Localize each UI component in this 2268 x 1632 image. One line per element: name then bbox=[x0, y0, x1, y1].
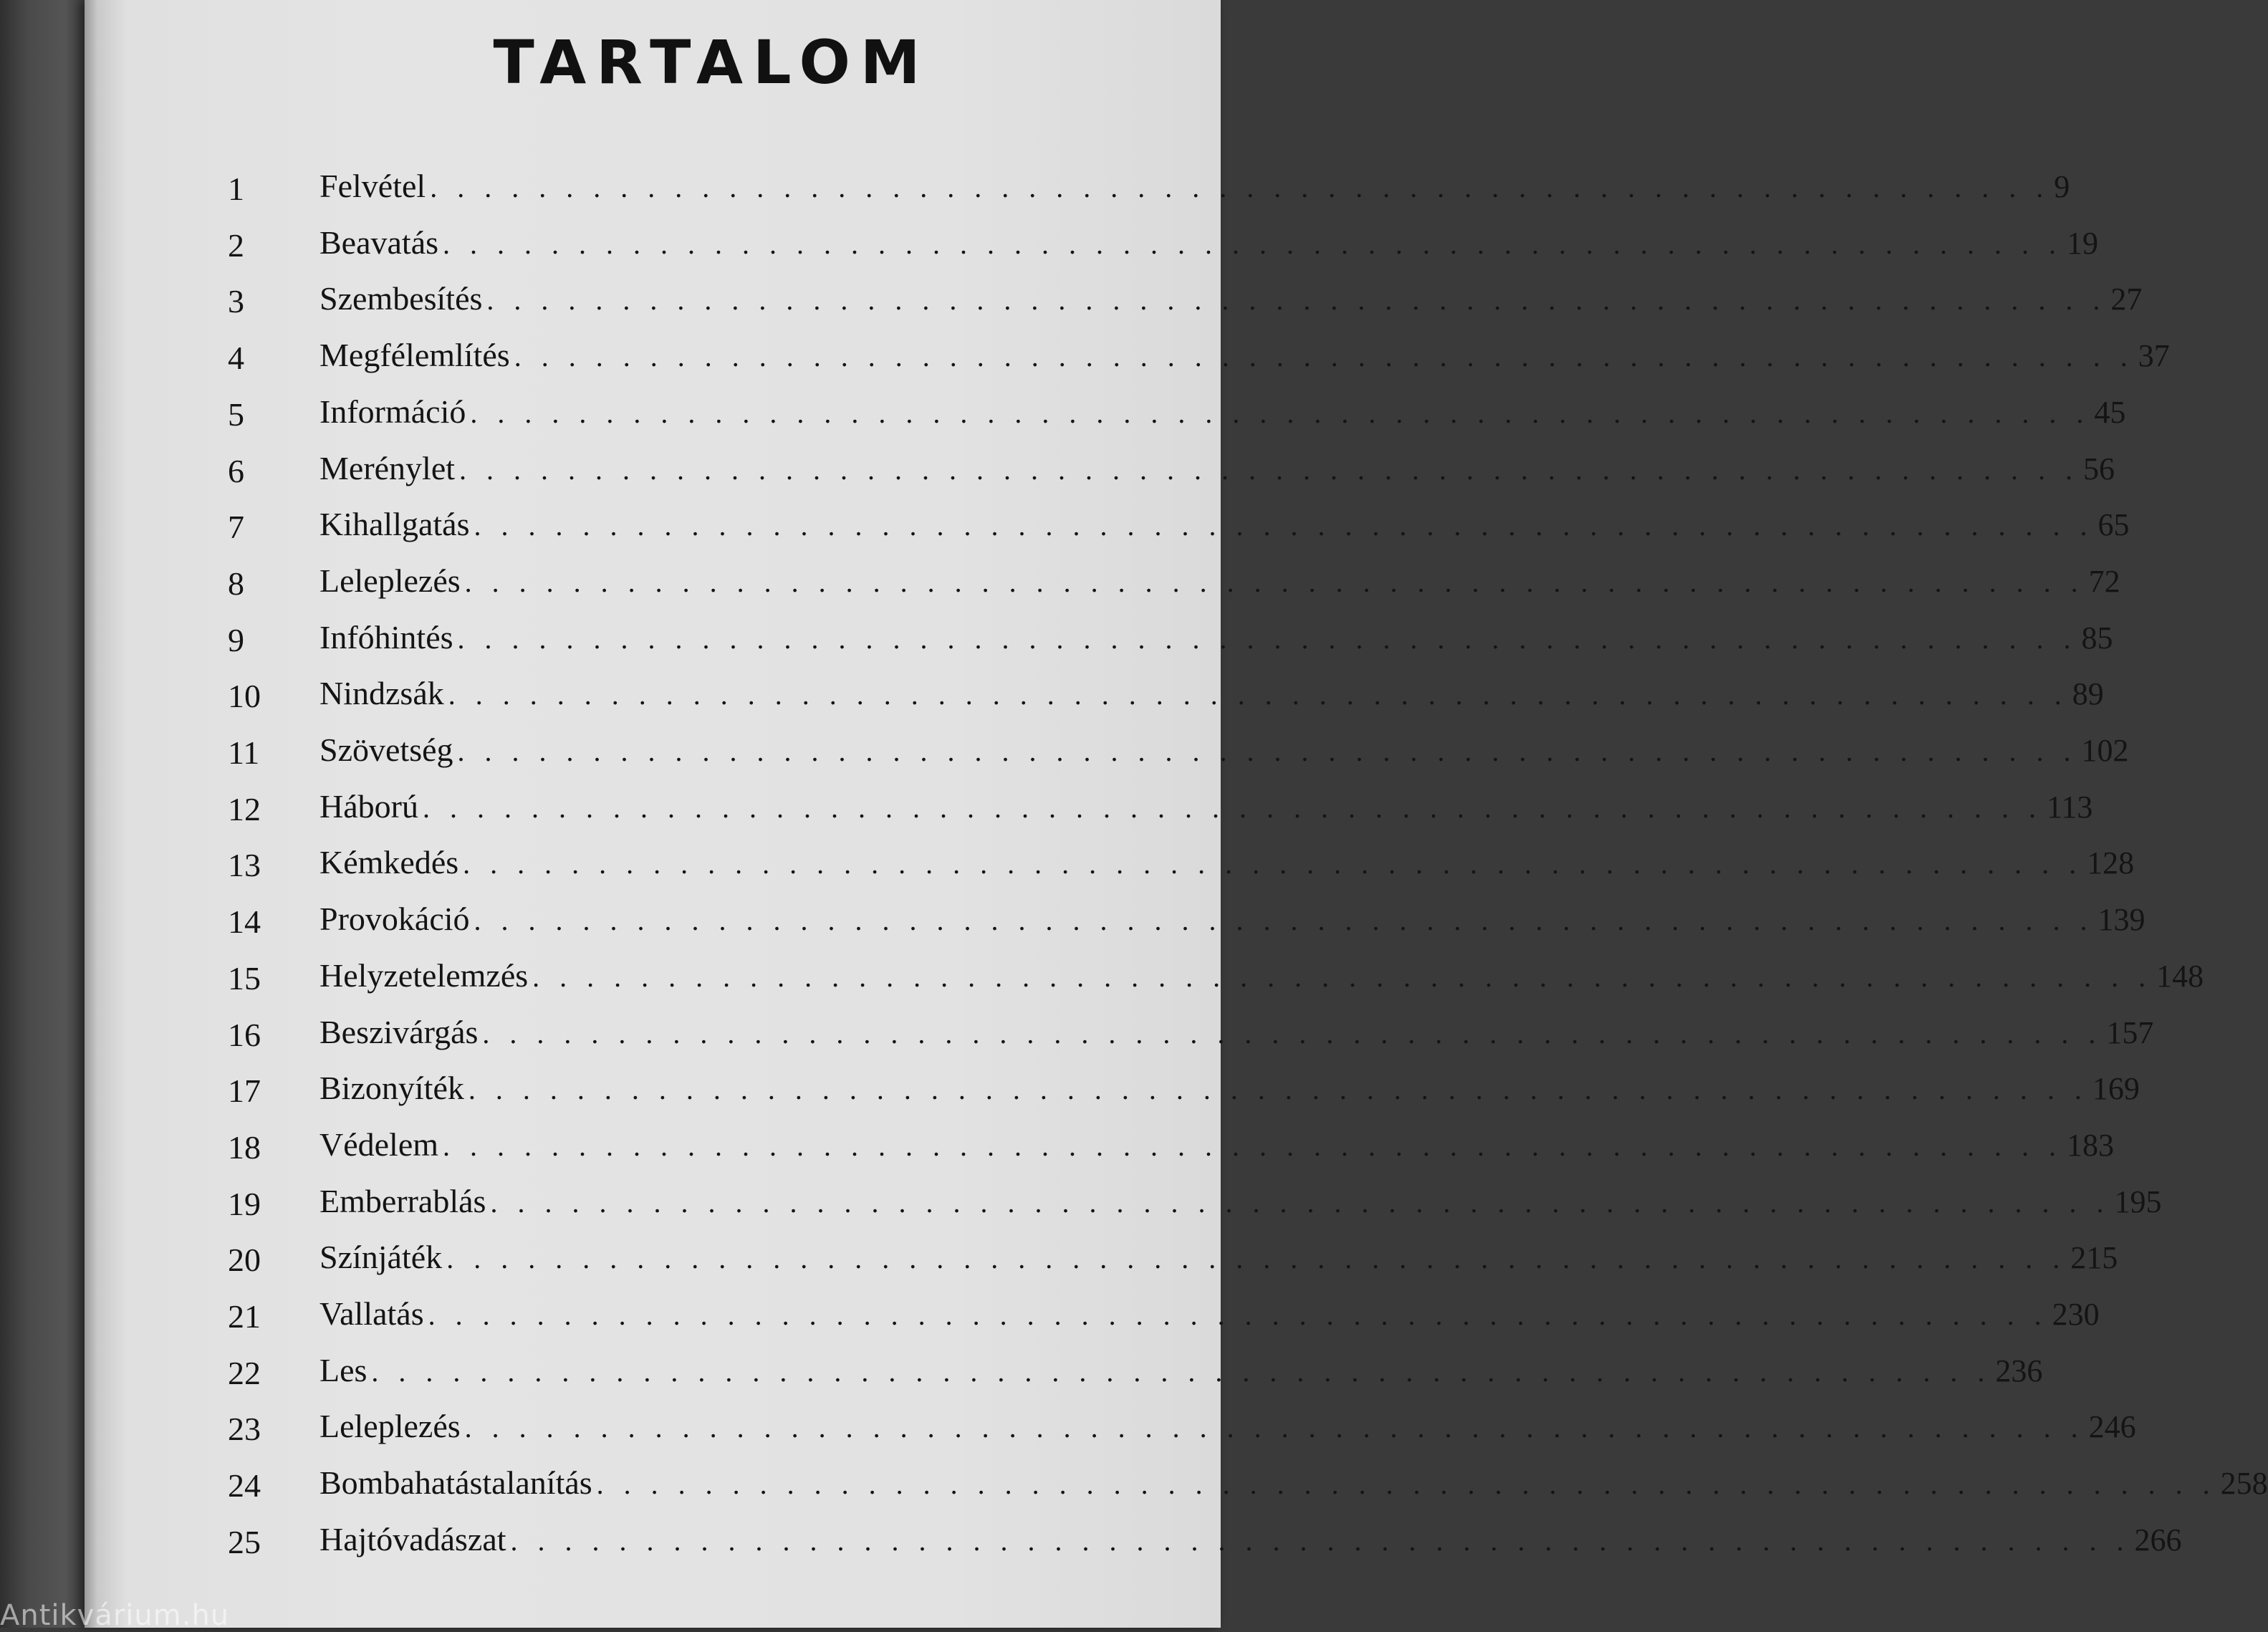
toc-entry bbox=[85, 1289, 2100, 1345]
book-page bbox=[85, 0, 2268, 1628]
chapter-number: 19 bbox=[228, 1185, 261, 1222]
chapter-title: Védelem bbox=[319, 1125, 439, 1163]
page-number: 85 bbox=[2081, 620, 2113, 656]
chapter-number: 14 bbox=[228, 903, 261, 941]
toc-entry-line bbox=[319, 161, 2070, 217]
chapter-number: 13 bbox=[228, 847, 261, 884]
toc-entry bbox=[85, 1007, 2154, 1063]
toc-entry bbox=[85, 1401, 2136, 1457]
toc-entry bbox=[85, 556, 2120, 612]
chapter-number: 15 bbox=[228, 959, 261, 997]
chapter-number: 16 bbox=[228, 1016, 261, 1053]
watermark-text: Antikvárium.hu bbox=[0, 1599, 230, 1632]
dot-leader: . . . . . . . . . . . . . . . . . . . . . . . . . . . . . . . . . . . . . . . . . . . . . . . . . . . . . . . . . . . . bbox=[474, 509, 2094, 542]
toc-entry bbox=[85, 1232, 2118, 1288]
page-number: 65 bbox=[2098, 507, 2130, 543]
toc-entry bbox=[85, 274, 2143, 330]
toc-entry bbox=[85, 668, 2104, 724]
toc-entry bbox=[85, 161, 2070, 217]
toc-entry-line bbox=[319, 894, 2146, 950]
dot-leader: . . . . . . . . . . . . . . . . . . . . . . . . . . . . . . . . . . . . . . . . . . . . . . . . . . . . . . . . . . . . bbox=[457, 735, 2077, 767]
page-number: 215 bbox=[2070, 1240, 2118, 1276]
chapter-number: 24 bbox=[228, 1467, 261, 1504]
toc-entry-line bbox=[319, 1289, 2100, 1345]
chapter-number: 9 bbox=[228, 621, 244, 658]
toc-entry-line bbox=[319, 668, 2104, 724]
chapter-number: 6 bbox=[228, 452, 244, 489]
page-number: 27 bbox=[2110, 282, 2143, 317]
dot-leader: . . . . . . . . . . . . . . . . . . . . . . . . . . . . . . . . . . . . . . . . . . . . . . . . . . . . . . . . . . . . bbox=[463, 848, 2083, 880]
chapter-number: 11 bbox=[228, 734, 260, 771]
dot-leader: . . . . . . . . . . . . . . . . . . . . . . . . . . . . . . . . . . . . . . . . . . . . . . . . . . . . . . . . . . . . bbox=[482, 1017, 2103, 1050]
page-number: 19 bbox=[2067, 225, 2099, 261]
chapter-title: Leleplezés bbox=[319, 1408, 461, 1445]
dot-leader: . . . . . . . . . . . . . . . . . . . . . . . . . . . . . . . . . . . . . . . . . . . . . . . . . . . . . . . . . . . . bbox=[510, 1524, 2130, 1557]
chapter-number: 17 bbox=[228, 1072, 261, 1110]
toc-entry bbox=[85, 725, 2129, 781]
chapter-number: 18 bbox=[228, 1128, 261, 1166]
page-number: 183 bbox=[2067, 1127, 2115, 1163]
toc-entry-line bbox=[319, 1176, 2162, 1232]
page-number: 236 bbox=[1995, 1353, 2043, 1388]
chapter-title: Vallatás bbox=[319, 1295, 424, 1332]
toc-entry bbox=[85, 613, 2113, 668]
page-number: 148 bbox=[2156, 958, 2204, 994]
chapter-title: Szövetség bbox=[319, 731, 453, 768]
page-number: 195 bbox=[2114, 1184, 2162, 1219]
toc-entry bbox=[85, 330, 2170, 386]
toc-entry bbox=[85, 837, 2135, 893]
chapter-title: Merénylet bbox=[319, 449, 456, 486]
chapter-number: 7 bbox=[228, 509, 244, 546]
page-number: 89 bbox=[2072, 676, 2104, 712]
chapter-number: 3 bbox=[228, 283, 244, 320]
dot-leader: . . . . . . . . . . . . . . . . . . . . . . . . . . . . . . . . . . . . . . . . . . . . . . . . . . . . . . . . . . . . bbox=[464, 565, 2085, 598]
page-number: 258 bbox=[2220, 1466, 2268, 1502]
dot-leader: . . . . . . . . . . . . . . . . . . . . . . . . . . . . . . . . . . . . . . . . . . . . . . . . . . . . . . . . . . . . bbox=[371, 1355, 1991, 1388]
chapter-title: Infóhintés bbox=[319, 618, 453, 656]
chapter-number: 10 bbox=[228, 678, 261, 715]
page-number: 139 bbox=[2098, 902, 2146, 938]
dot-leader: . . . . . . . . . . . . . . . . . . . . . . . . . . . . . . . . . . . . . . . . . . . . . . . . . . . . . . . . . . . . bbox=[468, 1073, 2088, 1106]
chapter-title: Kihallgatás bbox=[319, 506, 470, 543]
toc-entry bbox=[85, 1515, 2182, 1570]
toc-entry-line bbox=[319, 1232, 2118, 1288]
toc-entry-line bbox=[319, 837, 2135, 893]
page-title: TARTALOM bbox=[493, 27, 931, 97]
chapter-number: 2 bbox=[228, 226, 244, 264]
page-number: 37 bbox=[2138, 338, 2170, 374]
dot-leader: . . . . . . . . . . . . . . . . . . . . . . . . . . . . . . . . . . . . . . . . . . . . . . . . . . . . . . . . . . . . bbox=[490, 1186, 2110, 1219]
page-number: 266 bbox=[2134, 1522, 2182, 1557]
toc-entry bbox=[85, 1063, 2140, 1119]
toc-entry-line bbox=[319, 782, 2093, 837]
page-number: 230 bbox=[2052, 1297, 2100, 1332]
toc-entry-line bbox=[319, 1515, 2182, 1570]
chapter-title: Hajtóvadászat bbox=[319, 1520, 506, 1557]
toc-entry bbox=[85, 1120, 2115, 1176]
chapter-number: 1 bbox=[228, 171, 244, 207]
chapter-number: 4 bbox=[228, 340, 244, 377]
dot-leader: . . . . . . . . . . . . . . . . . . . . . . . . . . . . . . . . . . . . . . . . . . . . . . . . . . . . . . . . . . . . bbox=[443, 227, 2063, 260]
dot-leader: . . . . . . . . . . . . . . . . . . . . . . . . . . . . . . . . . . . . . . . . . . . . . . . . . . . . . . . . . . . . bbox=[459, 453, 2080, 486]
chapter-title: Beavatás bbox=[319, 224, 439, 261]
page-number: 113 bbox=[2046, 789, 2093, 825]
dot-leader: . . . . . . . . . . . . . . . . . . . . . . . . . . . . . . . . . . . . . . . . . . . . . . . . . . . . . . . . . . . . bbox=[464, 1411, 2085, 1444]
chapter-title: Megfélemlítés bbox=[319, 337, 510, 374]
chapter-title: Helyzetelemzés bbox=[319, 956, 529, 994]
dot-leader: . . . . . . . . . . . . . . . . . . . . . . . . . . . . . . . . . . . . . . . . . . . . . . . . . . . . . . . . . . . . bbox=[443, 1129, 2063, 1162]
chapter-number: 23 bbox=[228, 1411, 261, 1448]
chapter-title: Beszivárgás bbox=[319, 1013, 479, 1050]
toc-entry bbox=[85, 499, 2130, 555]
chapter-number: 8 bbox=[228, 565, 244, 602]
chapter-number: 21 bbox=[228, 1298, 261, 1335]
dot-leader: . . . . . . . . . . . . . . . . . . . . . . . . . . . . . . . . . . . . . . . . . . . . . . . . . . . . . . . . . . . . bbox=[470, 396, 2090, 429]
chapter-title: Információ bbox=[319, 393, 466, 430]
chapter-title: Leleplezés bbox=[319, 562, 461, 599]
chapter-title: Provokáció bbox=[319, 901, 470, 938]
page-number: 246 bbox=[2088, 1409, 2136, 1445]
page-number: 72 bbox=[2088, 563, 2120, 599]
page-number: 102 bbox=[2081, 733, 2129, 768]
toc-entry bbox=[85, 894, 2146, 950]
toc-entry-line bbox=[319, 1401, 2136, 1457]
dot-leader: . . . . . . . . . . . . . . . . . . . . . . . . . . . . . . . . . . . . . . . . . . . . . . . . . . . . . . . . . . . . bbox=[428, 1299, 2048, 1331]
chapter-title: Bombahatástalanítás bbox=[319, 1464, 592, 1502]
toc-entry-line bbox=[319, 274, 2143, 330]
toc-entry bbox=[85, 951, 2204, 1007]
toc-entry-line bbox=[319, 1063, 2140, 1119]
toc-entry-line bbox=[319, 1120, 2115, 1176]
page-number: 9 bbox=[2054, 169, 2070, 204]
page-number: 157 bbox=[2106, 1014, 2154, 1050]
chapter-title: Felvétel bbox=[319, 168, 426, 204]
toc-entry-line bbox=[319, 443, 2115, 499]
page-number: 45 bbox=[2094, 394, 2126, 430]
chapter-number: 5 bbox=[228, 395, 244, 433]
dot-leader: . . . . . . . . . . . . . . . . . . . . . . . . . . . . . . . . . . . . . . . . . . . . . . . . . . . . . . . . . . . . bbox=[430, 171, 2050, 203]
toc-entry-line bbox=[319, 387, 2126, 443]
chapter-title: Színjáték bbox=[319, 1239, 443, 1276]
toc-entry bbox=[85, 387, 2126, 443]
chapter-number: 22 bbox=[228, 1354, 261, 1391]
toc-entry bbox=[85, 1176, 2162, 1232]
chapter-title: Nindzsák bbox=[319, 675, 444, 712]
chapter-title: Emberrablás bbox=[319, 1182, 486, 1219]
chapter-title: Bizonyíték bbox=[319, 1070, 464, 1107]
chapter-number: 20 bbox=[228, 1242, 261, 1279]
dot-leader: . . . . . . . . . . . . . . . . . . . . . . . . . . . . . . . . . . . . . . . . . . . . . . . . . . . . . . . . . . . . bbox=[514, 340, 2134, 373]
chapter-title: Háború bbox=[319, 787, 418, 825]
dot-leader: . . . . . . . . . . . . . . . . . . . . . . . . . . . . . . . . . . . . . . . . . . . . . . . . . . . . . . . . . . . . bbox=[446, 1242, 2067, 1275]
chapter-title: Kémkedés bbox=[319, 844, 459, 881]
dot-leader: . . . . . . . . . . . . . . . . . . . . . . . . . . . . . . . . . . . . . . . . . . . . . . . . . . . . . . . . . . . . bbox=[457, 622, 2077, 655]
page-number: 128 bbox=[2087, 845, 2135, 881]
toc-entry-line bbox=[319, 218, 2099, 274]
toc-entry-line bbox=[319, 499, 2130, 555]
toc-entry bbox=[85, 1345, 2043, 1401]
toc-entry bbox=[85, 218, 2099, 274]
toc-entry-line bbox=[319, 1345, 2043, 1401]
toc-entry-line bbox=[319, 1007, 2154, 1063]
dot-leader: . . . . . . . . . . . . . . . . . . . . . . . . . . . . . . . . . . . . . . . . . . . . . . . . . . . . . . . . . . . . bbox=[422, 791, 2042, 824]
toc-entry-line bbox=[319, 330, 2170, 386]
chapter-number: 12 bbox=[228, 790, 261, 827]
chapter-title: Les bbox=[319, 1351, 367, 1388]
dot-leader: . . . . . . . . . . . . . . . . . . . . . . . . . . . . . . . . . . . . . . . . . . . . . . . . . . . . . . . . . . . . bbox=[532, 960, 2153, 993]
chapter-title: Szembesítés bbox=[319, 280, 483, 317]
toc-entry-line bbox=[319, 613, 2113, 668]
dot-leader: . . . . . . . . . . . . . . . . . . . . . . . . . . . . . . . . . . . . . . . . . . . . . . . . . . . . . . . . . . . . bbox=[448, 678, 2068, 711]
toc-entry-line bbox=[319, 556, 2120, 612]
toc-entry bbox=[85, 782, 2093, 837]
dot-leader: . . . . . . . . . . . . . . . . . . . . . . . . . . . . . . . . . . . . . . . . . . . . . . . . . . . . . . . . . . . . bbox=[596, 1468, 2216, 1501]
page-number: 56 bbox=[2083, 451, 2115, 486]
dot-leader: . . . . . . . . . . . . . . . . . . . . . . . . . . . . . . . . . . . . . . . . . . . . . . . . . . . . . . . . . . . . bbox=[474, 904, 2094, 937]
toc-entry-line bbox=[319, 1458, 2268, 1514]
page-number: 169 bbox=[2092, 1071, 2140, 1107]
toc-entry bbox=[85, 1458, 2268, 1514]
chapter-number: 25 bbox=[228, 1523, 261, 1560]
toc-entry-line bbox=[319, 951, 2204, 1007]
toc-entry-line bbox=[319, 725, 2129, 781]
dot-leader: . . . . . . . . . . . . . . . . . . . . . . . . . . . . . . . . . . . . . . . . . . . . . . . . . . . . . . . . . . . . bbox=[486, 284, 2107, 317]
toc-entry bbox=[85, 443, 2115, 499]
